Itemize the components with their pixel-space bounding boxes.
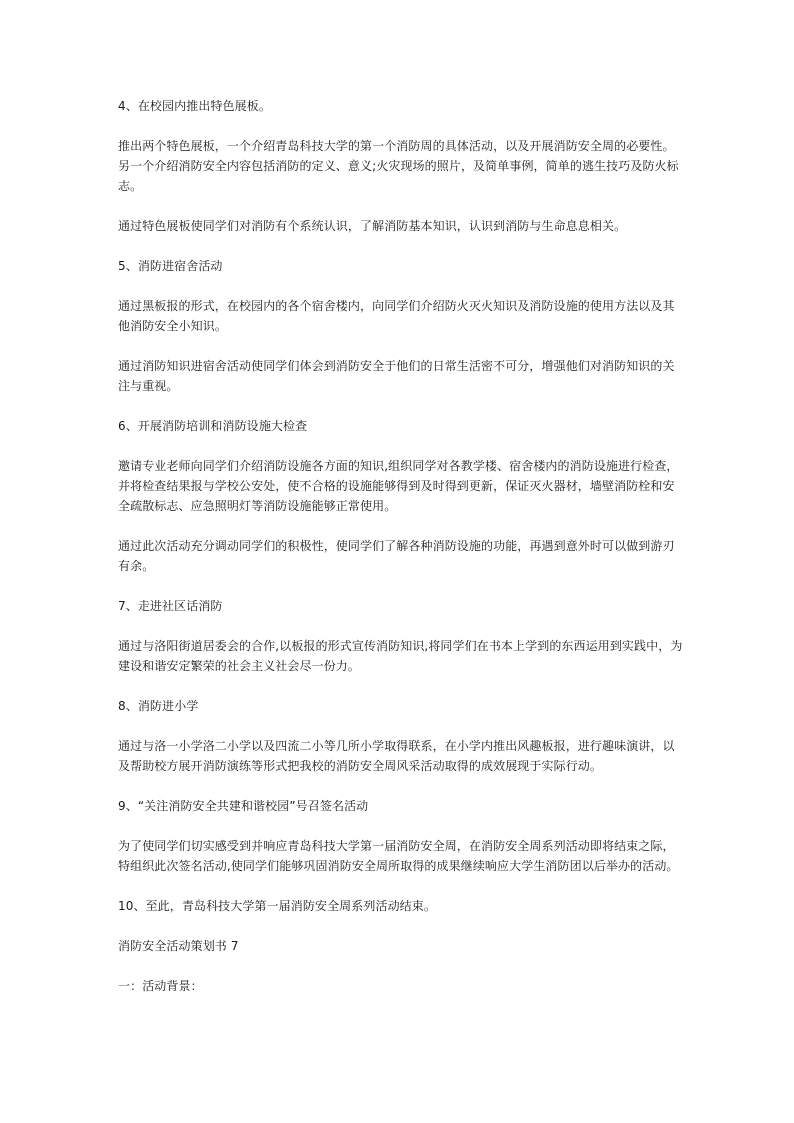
paragraph: 邀请专业老师向同学们介绍消防设施各方面的知识,组织同学对各教学楼、宿舍楼内的消防设施进行检查，并将检查结果报与学校公安处，使不合格的设施能够得到及时得到更新，保证灭火器材，墙壁消防栓和安全疏散标志、应急照明灯等消防设施能够正常使用。 (118, 459, 679, 513)
heading-item-9: 9、“关注消防安全共建和谐校园”号召签名活动 (118, 799, 369, 813)
subsection-heading: 一：活动背景： (118, 979, 203, 993)
document-page (118, 96, 684, 996)
paragraph: 通过与洛阳街道居委会的合作,以板报的形式宣传消防知识,将同学们在书本上学到的东西运用到实践中，为建设和谐安定繁荣的社会主义社会尽一份力。 (118, 639, 683, 673)
heading-item-4: 4、在校园内推出特色展板。 (118, 99, 271, 113)
paragraph: 通过与洛一小学洛二小学以及四流二小等几所小学取得联系，在小学内推出风趣板报，进行趣味演讲，以及帮助校方展开消防演练等形式把我校的消防安全周风采活动取得的成效展现于实际行动。 (118, 739, 675, 773)
paragraph: 为了使同学们切实感受到并响应青岛科技大学第一届消防安全周，在消防安全周系列活动即将结束之际，特组织此次签名活动,使同学们能够巩固消防安全周所取得的成果继续响应大学生消防团以后举办的活动。 (118, 839, 679, 873)
paragraph: 通过此次活动充分调动同学们的积极性，使同学们了解各种消防设施的功能，再遇到意外时可以做到游刃有余。 (118, 539, 675, 573)
section-title: 消防安全活动策划书 7 (118, 939, 239, 953)
heading-item-5: 5、消防进宿舍活动 (118, 259, 223, 273)
paragraph: 通过消防知识进宿舍活动使同学们体会到消防安全于他们的日常生活密不可分，增强他们对消防知识的关注与重视。 (118, 359, 675, 393)
paragraph: 通过黑板报的形式，在校园内的各个宿舍楼内，向同学们介绍防火灭火知识及消防设施的使用方法以及其他消防安全小知识。 (118, 299, 675, 333)
heading-item-10: 10、至此，青岛科技大学第一届消防安全周系列活动结束。 (118, 899, 436, 913)
heading-item-6: 6、开展消防培训和消防设施大检查 (118, 419, 308, 433)
paragraph: 通过特色展板使同学们对消防有个系统认识，了解消防基本知识，认识到消防与生命息息相关。 (118, 219, 627, 233)
heading-item-8: 8、消防进小学 (118, 699, 199, 713)
paragraph: 推出两个特色展板，一个介绍青岛科技大学的第一个消防周的具体活动，以及开展消防安全周的必要性。另一个介绍消防安全内容包括消防的定义、意义;火灾现场的照片，及简单事例，简单的逃生技巧及防火标志。 (118, 139, 679, 193)
heading-item-7: 7、走进社区话消防 (118, 599, 223, 613)
